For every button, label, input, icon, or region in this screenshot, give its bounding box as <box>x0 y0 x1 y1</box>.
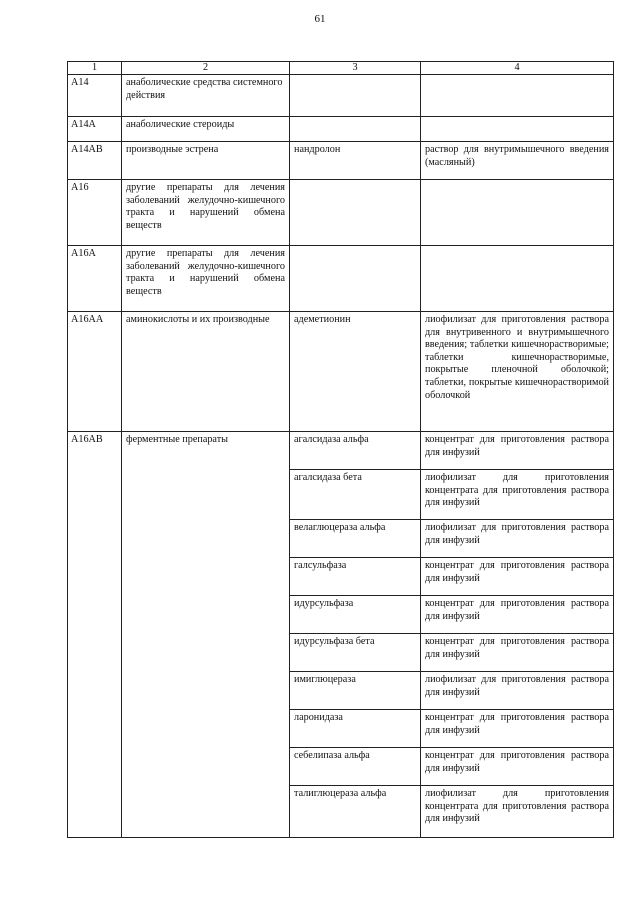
atc-code: A16A <box>68 246 122 312</box>
inn-name <box>290 180 421 246</box>
dosage-form: концентрат для приготовления раствора для инфузий <box>421 748 614 786</box>
dosage-form: лиофилизат для приготовления раствора для инфузий <box>421 672 614 710</box>
table-row <box>68 180 614 246</box>
atc-code: A14 <box>68 75 122 117</box>
table-row <box>68 312 614 432</box>
header-col-2: 2 <box>122 62 290 75</box>
inn-name: талиглюцераза альфа <box>290 786 421 838</box>
group-name: другие препараты для лечения заболеваний желудочно-кишечного тракта и нарушений обмена веществ <box>122 246 290 312</box>
dosage-form: лиофилизат для приготовления раствора для инфузий <box>421 520 614 558</box>
page-number: 61 <box>314 13 326 25</box>
inn-name: нандролон <box>290 142 421 180</box>
group-name: ферментные препараты <box>122 432 290 838</box>
dosage-form <box>421 117 614 142</box>
group-name: производные эстрена <box>122 142 290 180</box>
inn-name: ларонидаза <box>290 710 421 748</box>
inn-name: велаглюцераза альфа <box>290 520 421 558</box>
drug-table-container <box>67 61 613 838</box>
inn-name: агалсидаза бета <box>290 470 421 520</box>
inn-name: себелипаза альфа <box>290 748 421 786</box>
dosage-form: раствор для внутримышечного введения (масляный) <box>421 142 614 180</box>
dosage-form: концентрат для приготовления раствора для инфузий <box>421 596 614 634</box>
inn-name: галсульфаза <box>290 558 421 596</box>
header-col-1: 1 <box>68 62 122 75</box>
table-row <box>68 117 614 142</box>
dosage-form: концентрат для приготовления раствора для инфузий <box>421 634 614 672</box>
dosage-form: лиофилизат для приготовления концентрата для приготовления раствора для инфузий <box>421 786 614 838</box>
inn-name <box>290 75 421 117</box>
inn-name: адеметионин <box>290 312 421 432</box>
atc-code: A16AA <box>68 312 122 432</box>
atc-code: A16 <box>68 180 122 246</box>
dosage-form: концентрат для приготовления раствора для инфузий <box>421 432 614 470</box>
group-name: другие препараты для лечения заболеваний желудочно-кишечного тракта и нарушений обмена веществ <box>122 180 290 246</box>
table-row <box>68 142 614 180</box>
inn-name <box>290 117 421 142</box>
header-col-3: 3 <box>290 62 421 75</box>
atc-code: A16AB <box>68 432 122 838</box>
dosage-form <box>421 246 614 312</box>
dosage-form: лиофилизат для приготовления концентрата для приготовления раствора для инфузий <box>421 470 614 520</box>
inn-name: имиглюцераза <box>290 672 421 710</box>
table-row <box>68 246 614 312</box>
dosage-form <box>421 75 614 117</box>
inn-name: идурсульфаза <box>290 596 421 634</box>
dosage-form <box>421 180 614 246</box>
group-name: анаболические стероиды <box>122 117 290 142</box>
dosage-form: концентрат для приготовления раствора для инфузий <box>421 558 614 596</box>
table-row <box>68 75 614 117</box>
inn-name: агалсидаза альфа <box>290 432 421 470</box>
header-col-4: 4 <box>421 62 614 75</box>
inn-name: идурсульфаза бета <box>290 634 421 672</box>
drug-table <box>67 61 614 838</box>
header-row <box>68 62 614 75</box>
atc-code: A14A <box>68 117 122 142</box>
dosage-form: концентрат для приготовления раствора для инфузий <box>421 710 614 748</box>
dosage-form: лиофилизат для приготовления раствора для внутривенного и внутримышечного введения; таблетки кишечнорастворимые; таблетки кишечнорастворимые, покрытые пленочной оболочкой; таблетки, покрытые кишечнорастворимой оболочкой <box>421 312 614 432</box>
group-name: анаболические средства системного действия <box>122 75 290 117</box>
atc-code: A14AB <box>68 142 122 180</box>
table-row <box>68 432 614 470</box>
group-name: аминокислоты и их производные <box>122 312 290 432</box>
inn-name <box>290 246 421 312</box>
